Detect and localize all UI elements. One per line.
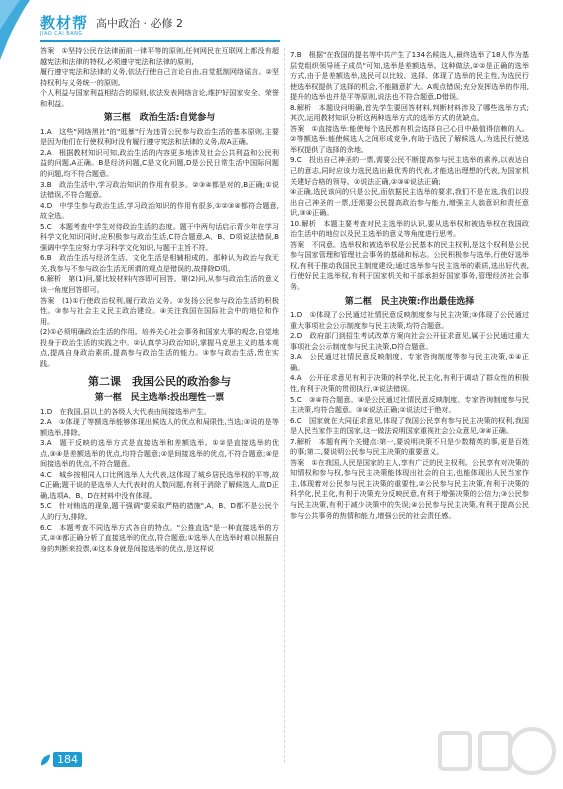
answer-paragraph: 答案 ①直接选举:能使每个选民都有机会选择自己心目中最值得信赖的人。②等额选举:能使候选人之间形成竞争,有助于选民了解候选人,为选民行使选举权提供了选择的余地。 (290, 123, 529, 154)
answer-paragraph: 履行遵守宪法和法律的义务,依法行使自己言论自由,自觉抵制网络谣言。②坚持权利与义务统一的原则, (40, 67, 279, 87)
answer-paragraph: 2.D 政府部门到招生考试改革方案向社会公开征求意见,属于公民通过重大事项社会公示制度参与民主决策,D符合题意。 (290, 331, 529, 351)
answer-paragraph: 6.C 国家就在大同征求意见,体现了我国公民享有参与民主决策的权利,我国是人民当家作主的国家,这一做法说明国家重视社会公众意见,③④正确。 (290, 415, 529, 436)
answer-paragraph: 9.C 投出自己神圣的一票,需要公民不断提高参与民主选举的素养,以表达自己的意志,同时应该力选民选出最优秀的代表,才能选出理想的代表,为国家机关建好合格的领导。②说法正确,②③④说法正确; (290, 155, 529, 186)
answer-paragraph: 个人利益与国家利益相结合的原则,依法发表网络言论,维护好国家安全、荣誉和利益。 (40, 88, 279, 108)
page-number-badge (40, 751, 82, 768)
answer-paragraph: 5.C 针对贿选的现象,题干强调"要采取严格的措施",A、B、D都不是公民个人的行为,排除。 (40, 501, 279, 521)
answer-paragraph: 5.C 本题考查中学生对待政治生活的态度。题干中两句话启示青少年在学习科学文化知识同时,应积极参与政治生活,C符合题意,A、B、D项说法错误,B强调中学生应努力学习科学文化知识,与题干主旨不符。 (40, 221, 279, 252)
header-rule (40, 40, 280, 42)
answer-paragraph: 答案 ①在我国,人民是国家的主人,享有广泛的民主权利。公民享有对决策的知情权和参与权,参与民主决策能体现出社会的自主,也能体现出人民当家作主,体现着对公民参与民主决策的重要性,②公民参与民主决策,有利于决策的科学化,民主化,有利于决策充分反映民意,有利于增强决策的公信力;③公民参与民主决策,有利于减少决策中的失误;④公民参与民主决策,有利于提高公民参与公共事务的热情和能力,增强公民的社会责任感。 (290, 457, 529, 520)
answer-paragraph: 答案 (1)①行使政治权利,履行政治义务。②发扬公民参与政治生活的积极性。③参与社会主义民主政治建设。④关注我国在国际社会中的地位和作用。 (40, 295, 279, 326)
answer-paragraph: 6.解析 第(1)问,要比较材料内容即可回答。第(2)问,从参与政治生活的意义谈一角度回答即可。 (40, 274, 279, 295)
answer-paragraph: 1.A 这些"网络黑社"的"逛暴"行为违背公民参与政治生活的基本原则,主要是因为他们在行使权利时没有履行遵守宪法和法律的义务,故A正确。 (40, 126, 279, 147)
leaf-decoration-icon (0, 0, 42, 60)
section-heading: 第一框 民主选举:投出理性一票 (94, 392, 225, 403)
watermark-logo-icon (432, 723, 557, 783)
answer-paragraph: 10.解析 本题主要考查对民主选举的认识,要从选举权和被选举权在我国政治生活中的地位以及民主选举的意义等角度进行思考。 (290, 218, 529, 239)
left-column (40, 46, 279, 554)
answer-paragraph: (2)①必须明确政治生活的作用。培养关心社会事务和国家大事的观念,自觉地投身于政治生活的实践之中。②认真学习政治知识,掌握马克思主义的基本观点,提高自身政治素质,提高参与政治生活的能力。③参与政治生活,贵在实践。 (40, 327, 279, 368)
answer-paragraph: 8.解析 本题设问明确,首先学生要回答材料,判断材料涉及了哪些选举方式;其次,运用教材知识分析这两种选举方式的选举方式的优缺点。 (290, 102, 529, 123)
page-header (0, 0, 563, 48)
page-number: 184 (53, 752, 82, 767)
brand-name: 教材帮 (40, 14, 89, 32)
answer-paragraph: 3.A 公民通过社情民意反映制度、专家咨询制度等参与民主决策,①④正确。 (290, 352, 529, 372)
answer-paragraph: 2.A 根据教材知识可知,政治生活的内容更多地涉及社会公共利益和公民利益的问题,A正确。B是经济问题,C是文化问题,D是公民日常生活中国际问题的问题,均不符合题意。 (40, 147, 279, 179)
brand (40, 12, 183, 33)
answer-paragraph: 1.D 在我国,县以上的各级人大代表由间接选举产生。 (40, 406, 211, 416)
leaf-icon (40, 753, 51, 767)
book-subtitle: 高中政治 · 必修 2 (96, 16, 184, 30)
section-heading: 第三框 政治生活:自觉参与 (103, 113, 216, 124)
answer-paragraph: 6.B 政治生活与经济生活、文化生活是相辅相成的。那种认为政治与我无关,我参与不参与政治生活无所谓的观点是错误的,故排除D项。 (40, 253, 279, 273)
answer-paragraph: 7.解析 本题有两个关键点:第一,要说明决策不只是少数精英的事,更是百姓的事;第二,要说明公民参与民主决策的重要意义。 (290, 436, 529, 457)
section-heading: 第二框 民主决策:作出最佳选择 (344, 296, 475, 307)
answer-paragraph: 3.B 政治生活中,学习政治知识的作用有很多。②③④都是对的,B正确;①说法错误,不符合题意。 (40, 179, 279, 200)
section-heading: 第二课 我国公民的政治参与 (88, 375, 231, 389)
answer-paragraph: 6.C 本题考查不同选举方式各自的特点。"公推直选"是一种直接选举的方式,②③都正确分析了直接选举的优点,符合题意;①选举人在选举时难以根据自身的判断来投票,④这本身就是间接选举的优点,是这样说 (40, 522, 279, 553)
answer-paragraph: 7.B 根据"在我国的提名等中共产生了134名候选人,最终选举了18人作为基层党组织领导班子成员"可知,选举是差额选举。这种做法,②②是正确的选举方式,由于是差额选举,选民可以比较、选择、体现了选举的民主性,为选民行使选举权提供了选择的机会,不能随意扩大。A观点错误;充分发挥选举的作用,提升的选举也并是平等原则,说法也不符合题意,D错误。 (290, 50, 529, 102)
answer-paragraph: 4.A 公开征求意见有利于决策的科学化,民主化,有利于调动了群众性的积极性,有利于决策的贯彻执行,③说法错误。 (290, 373, 529, 393)
brand-pinyin: JIAO CAI BANG (40, 31, 83, 37)
column-divider (284, 48, 285, 763)
answer-paragraph: 2.A ①体现了等额选举能够体现出候选人的优点和局限性,当选;③说的是等额选举,排除。 (40, 417, 279, 437)
answer-paragraph: 4.D 中学生参与政治生活,学习政治知识的作用有很多,①②③④都符合题意,故全选。 (40, 200, 279, 221)
right-column (290, 50, 529, 521)
answer-paragraph: 1.D ①体现了公民通过社情民意反映制度参与民主决策;③体现了公民通过重大事项社会公示制度参与民主决策,均符合题意。 (290, 310, 529, 330)
answer-paragraph: 答案 ①坚持公民在法律面前一律平等的原则,任何网民在互联网上都没有超越宪法和法律的特权,必须遵守宪法和法律的原则, (40, 46, 279, 66)
answer-paragraph: 3.A 题干反映的选举方式是直接选举和差额选举。①②是直接选举的优点,③④是差额选举的优点,均符合题意;②是间接选举的优点,不符合题意;④是间接选举的优点,不符合题意。 (40, 438, 279, 469)
answer-paragraph: 5.C ③④符合题意。④是公民通过社情民意反映制度、专家咨询制度参与民主决策,均符合题意。③④说法正确;②说法过于绝对。 (290, 394, 529, 415)
answer-paragraph: ④正确,选民该问的只是公民,而依据民主选举的要求,我们不是在选,我们以投出自己神圣的一票,还需要公民提高政治参与能力,增强主人翁意识和责任意识,③④正确。 (290, 187, 529, 218)
answer-paragraph: 4.C 城乡按相同人口比例选举人大代表,这体现了城乡居民选举权的平等,故C正确;题干说的是选举人大代表时的人数问题,有利于消除了解候选人,故D正确,选项A、B、D在材料中没有体现。 (40, 469, 279, 500)
answer-paragraph: 答案 不同意。选举权和被选举权是公民基本的民主权利,是这个权利是公民参与国家管理和管理社会事务的基础和标志。公民积极参与选举,行使好选举权,有利于推动我国民主制度建设;通过选举参与民主选举的素质,选出好代表,行使好民主选举权,有利于国家机关和干部承担好国家事务,管理经济社会事务。 (290, 239, 529, 292)
